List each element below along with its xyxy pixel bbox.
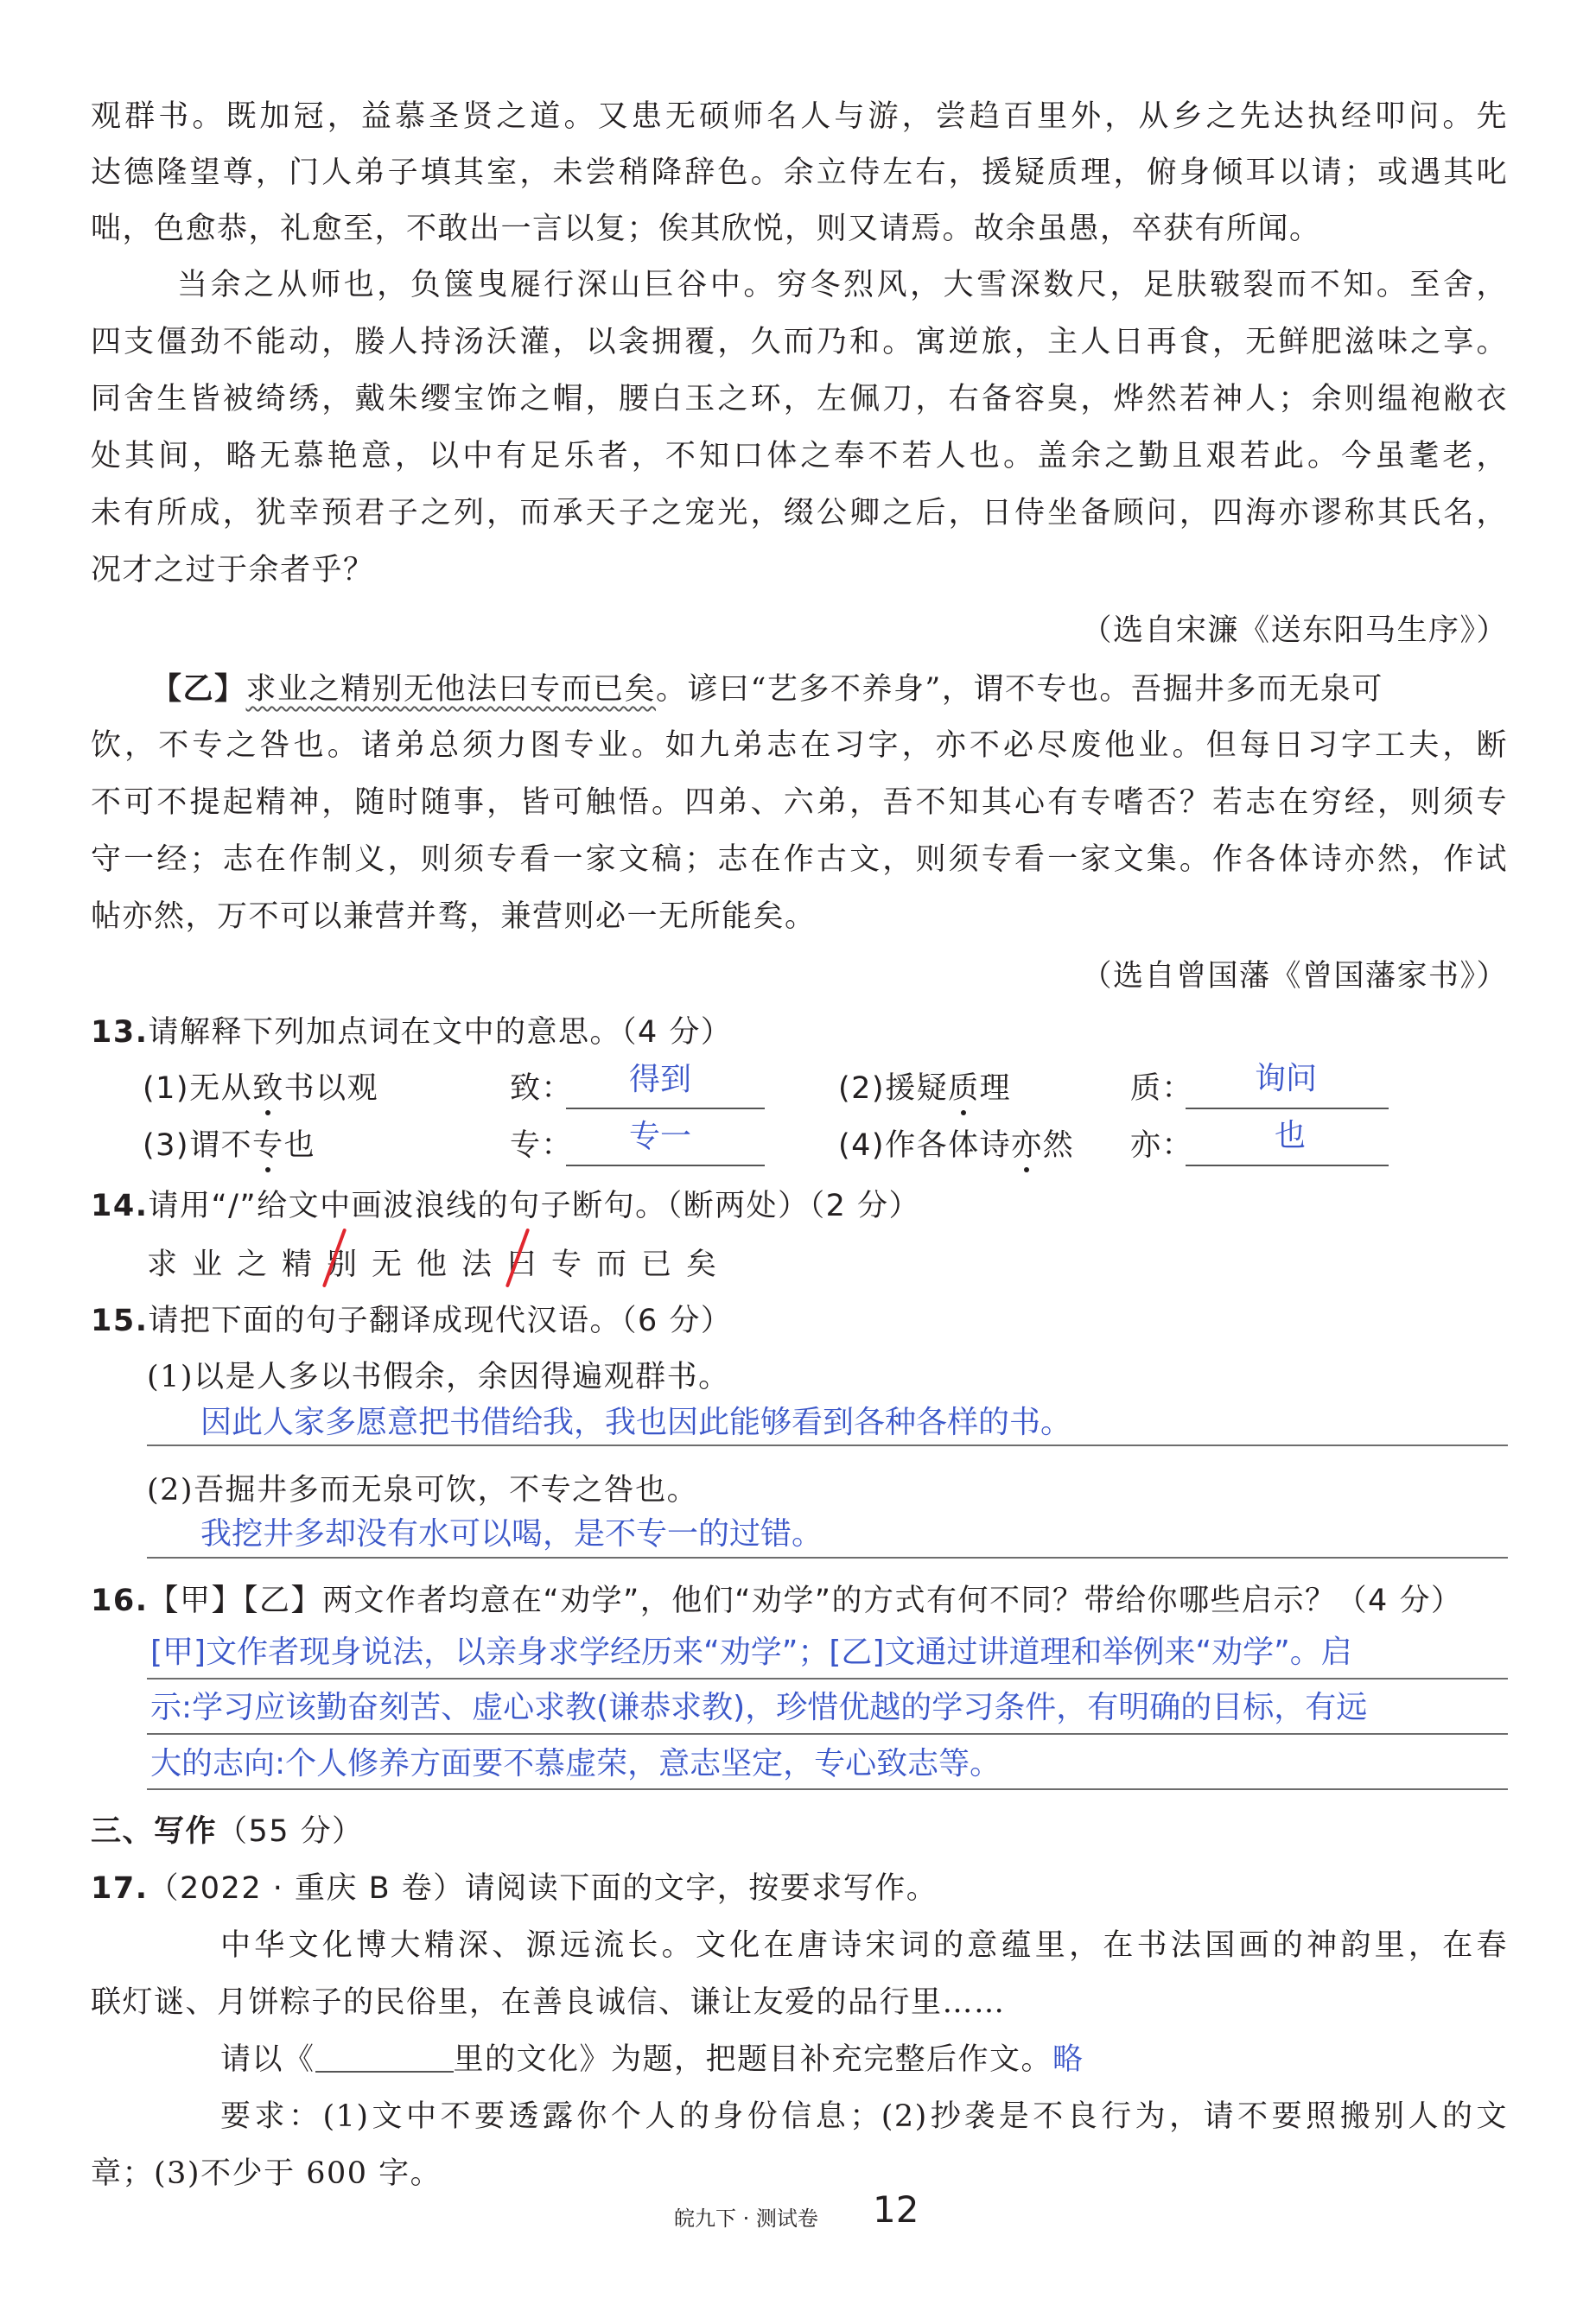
q15-question-1: (1)以是人多以书假余，余因得遍观群书。 — [147, 1360, 730, 1394]
q13-answer-1: 得到 — [629, 1062, 692, 1097]
yi-line-1-rest: 。谚曰“艺多不养身”，谓不专也。吾掘井多而无泉可 — [656, 672, 1383, 707]
q13-item-3-post: 也 — [283, 1128, 316, 1163]
q13-answer-4: 也 — [1275, 1118, 1307, 1153]
q13-item-1-dot: 致 — [252, 1069, 284, 1108]
q13-blank-3 — [566, 1165, 765, 1166]
q17-requirement-line-1: 要求：(1)文中不要透露你个人的身份信息；(2)抄袭是不良行为，请不要照搬别人的文 — [220, 2099, 1508, 2134]
q13-key-1: 致： — [510, 1071, 574, 1106]
yi-line-5: 帖亦然，万不可以兼营并骛，兼营则必一无所能矣。 — [91, 899, 817, 934]
q15-question-2: (2)吾掘井多而无泉可饮，不专之咎也。 — [147, 1473, 699, 1508]
q16-number: 16. — [91, 1584, 149, 1618]
jia-line-9: 况才之过于余者乎？ — [91, 553, 375, 587]
yi-tag: 【乙】 — [151, 672, 246, 707]
q16-answer-line-2: 示:学习应该勤奋刻苦、虚心求教(谦恭求教)，珍惜优越的学习条件，有明确的目标，有远 — [150, 1690, 1368, 1725]
q13-number: 13. — [91, 1015, 149, 1050]
q13-answer-3: 专一 — [629, 1119, 692, 1154]
q15-stem — [91, 1301, 1508, 1341]
q14-char: 他 — [416, 1248, 448, 1282]
q13-item-1-post: 书以观 — [283, 1071, 379, 1106]
jia-line-1: 观群书。既加冠，益慕圣贤之道。又患无硕师名人与游，尝趋百里外，从乡之先达执经叩问。先 — [91, 99, 1508, 134]
q16-stem — [91, 1581, 1508, 1621]
q17-prompt-answer: 略 — [1052, 2042, 1084, 2077]
q15-answer-line-1 — [147, 1445, 1508, 1446]
q15-text: 请把下面的句子翻译成现代汉语。（6 分） — [148, 1304, 733, 1338]
jia-source: （选自宋濂《送东阳马生序》） — [1081, 613, 1508, 648]
q15-number: 15. — [91, 1304, 149, 1338]
q16-answer-line-1: [甲]文作者现身说法，以亲身求学经历来“劝学”；[乙]文通过讲道理和举例来“劝学”。启 — [150, 1635, 1352, 1670]
q13-item-2-pre: (2)援疑 — [838, 1071, 949, 1106]
q17-number: 17. — [91, 1871, 149, 1906]
q16-rule-3 — [147, 1788, 1508, 1790]
footer-label: 皖九下 · 测试卷 — [674, 2207, 818, 2231]
q13-text: 请解释下列加点词在文中的意思。（4 分） — [148, 1015, 733, 1050]
jia-line-8: 未有所成，犹幸预君子之列，而承天子之宠光，缀公卿之后，日侍坐备顾问，四海亦谬称其氏名， — [91, 496, 1508, 530]
q17-stem — [91, 1869, 1508, 1908]
yi-source: （选自曾国藩《曾国藩家书》） — [1081, 959, 1508, 994]
q14-char: 而 — [596, 1248, 627, 1282]
q14-char: 专 — [551, 1248, 582, 1282]
section-3-score: （55 分） — [217, 1814, 364, 1849]
q13-item-3-pre: (3)谓不 — [143, 1128, 253, 1163]
q17-requirement-line-2: 章；(3)不少于 600 字。 — [91, 2156, 442, 2191]
q17-prompt — [220, 2040, 1430, 2080]
jia-line-3: 咄，色愈恭，礼愈至，不敢出一言以复；俟其欣悦，则又请焉。故余虽愚，卒获有所闻。 — [91, 212, 1321, 246]
q14-sentence — [147, 1245, 752, 1285]
q16-rule-1 — [147, 1678, 1508, 1680]
q13-item-4-pre: (4)作各体诗 — [838, 1128, 1012, 1163]
jia-line-7: 处其间，略无慕艳意，以中有足乐者，不知口体之奉不若人也。盖余之勤且艰若此。今虽耄老， — [91, 439, 1508, 473]
q13-blank-2 — [1186, 1108, 1389, 1109]
q15-answer-2: 我挖井多却没有水可以喝，是不专一的过错。 — [200, 1516, 823, 1552]
q13-item-4-post: 然 — [1042, 1128, 1075, 1163]
q17-prompt-pre: 请以《 — [220, 2042, 315, 2077]
q14-char: 求 — [147, 1248, 178, 1282]
q17-material-line-1: 中华文化博大精深、源远流长。文化在唐诗宋词的意蕴里，在书法国画的神韵里，在春 — [220, 1928, 1508, 1963]
jia-line-2: 达德隆望尊，门人弟子填其室，未尝稍降辞色。余立侍左右，援疑质理，俯身倾耳以请；或遇其叱 — [91, 156, 1508, 190]
jia-line-4: 当余之从师也，负箧曳屣行深山巨谷中。穷冬烈风，大雪深数尺，足肤皲裂而不知。至舍， — [177, 268, 1508, 302]
q14-char: 法 — [461, 1248, 493, 1282]
section-3-title: 三、写作 — [91, 1814, 218, 1849]
q16-text: 【甲】【乙】两文作者均意在“劝学”，他们“劝学”的方式有何不同？带给你哪些启示？（4 分） — [148, 1584, 1463, 1618]
q16-answer-line-3: 大的志向:个人修养方面要不慕虚荣，意志坚定，专心致志等。 — [150, 1746, 1001, 1781]
q15-answer-1: 因此人家多愿意把书借给我，我也因此能够看到各种各样的书。 — [200, 1405, 1072, 1440]
q14-char: 别 — [327, 1248, 358, 1282]
q14-stem — [91, 1186, 1508, 1226]
q13-key-2: 质： — [1130, 1071, 1194, 1106]
yi-line-3: 不可不提起精神，随时随事，皆可触悟。四弟、六弟，吾不知其心有专嗜否？若志在穷经，则须专 — [91, 785, 1508, 820]
q13-item-4-dot: 亦 — [1011, 1126, 1043, 1165]
q14-char: 业 — [192, 1248, 223, 1282]
q13-item-1-pre: (1)无从 — [143, 1071, 253, 1106]
page-number: 12 — [873, 2188, 919, 2231]
q16-rule-2 — [147, 1733, 1508, 1735]
q13-item-2-post: 理 — [979, 1071, 1012, 1106]
yi-line-4: 守一经；志在作制义，则须专看一家文稿；志在作古文，则须专看一家文集。作各体诗亦然，作试 — [91, 842, 1508, 877]
q13-answer-2: 询问 — [1255, 1061, 1318, 1096]
q13-blank-4 — [1186, 1165, 1389, 1166]
q14-char: 曰 — [506, 1248, 537, 1282]
q14-char: 已 — [641, 1248, 672, 1282]
section-3-heading — [91, 1812, 1508, 1851]
yi-line-2: 饮，不专之咎也。诸弟总须力图专业。如九弟志在习字，亦不必尽废他业。但每日习字工夫，断 — [91, 728, 1508, 763]
q15-answer-line-2 — [147, 1557, 1508, 1559]
q14-text: 请用“/”给文中画波浪线的句子断句。（断两处）（2 分） — [148, 1189, 920, 1223]
q13-item-3-dot: 专 — [252, 1126, 284, 1165]
q13-blank-1 — [566, 1108, 765, 1109]
q17-text: （2022 · 重庆 B 卷）请阅读下面的文字，按要求写作。 — [148, 1871, 938, 1906]
q14-char: 矣 — [686, 1248, 717, 1282]
jia-line-5: 四支僵劲不能动，媵人持汤沃灌，以衾拥覆，久而乃和。寓逆旅，主人日再食，无鲜肥滋味之享。 — [91, 325, 1508, 359]
q13-item-2-dot: 质 — [948, 1069, 980, 1108]
wavy-sentence: 求业之精别无他法曰专而已矣 — [245, 672, 657, 707]
q13-stem — [91, 1013, 1508, 1052]
q13-key-3: 专： — [510, 1128, 574, 1163]
q17-material-line-2: 联灯谜、月饼粽子的民俗里，在善良诚信、谦让友爱的品行里…… — [91, 1985, 1006, 2020]
q17-title-blank — [315, 2045, 454, 2073]
q13-key-4: 亦： — [1130, 1128, 1194, 1163]
yi-line-1 — [151, 670, 1482, 709]
jia-line-6: 同舍生皆被绮绣，戴朱缨宝饰之帽，腰白玉之环，左佩刀，右备容臭，烨然若神人；余则缊袍敝衣 — [91, 382, 1508, 416]
q14-char: 之 — [237, 1248, 268, 1282]
q14-char: 精 — [282, 1248, 313, 1282]
q14-number: 14. — [91, 1189, 149, 1223]
q14-char: 无 — [372, 1248, 403, 1282]
q17-prompt-post: 里的文化》为题，把题目补充完整后作文。 — [453, 2042, 1053, 2077]
